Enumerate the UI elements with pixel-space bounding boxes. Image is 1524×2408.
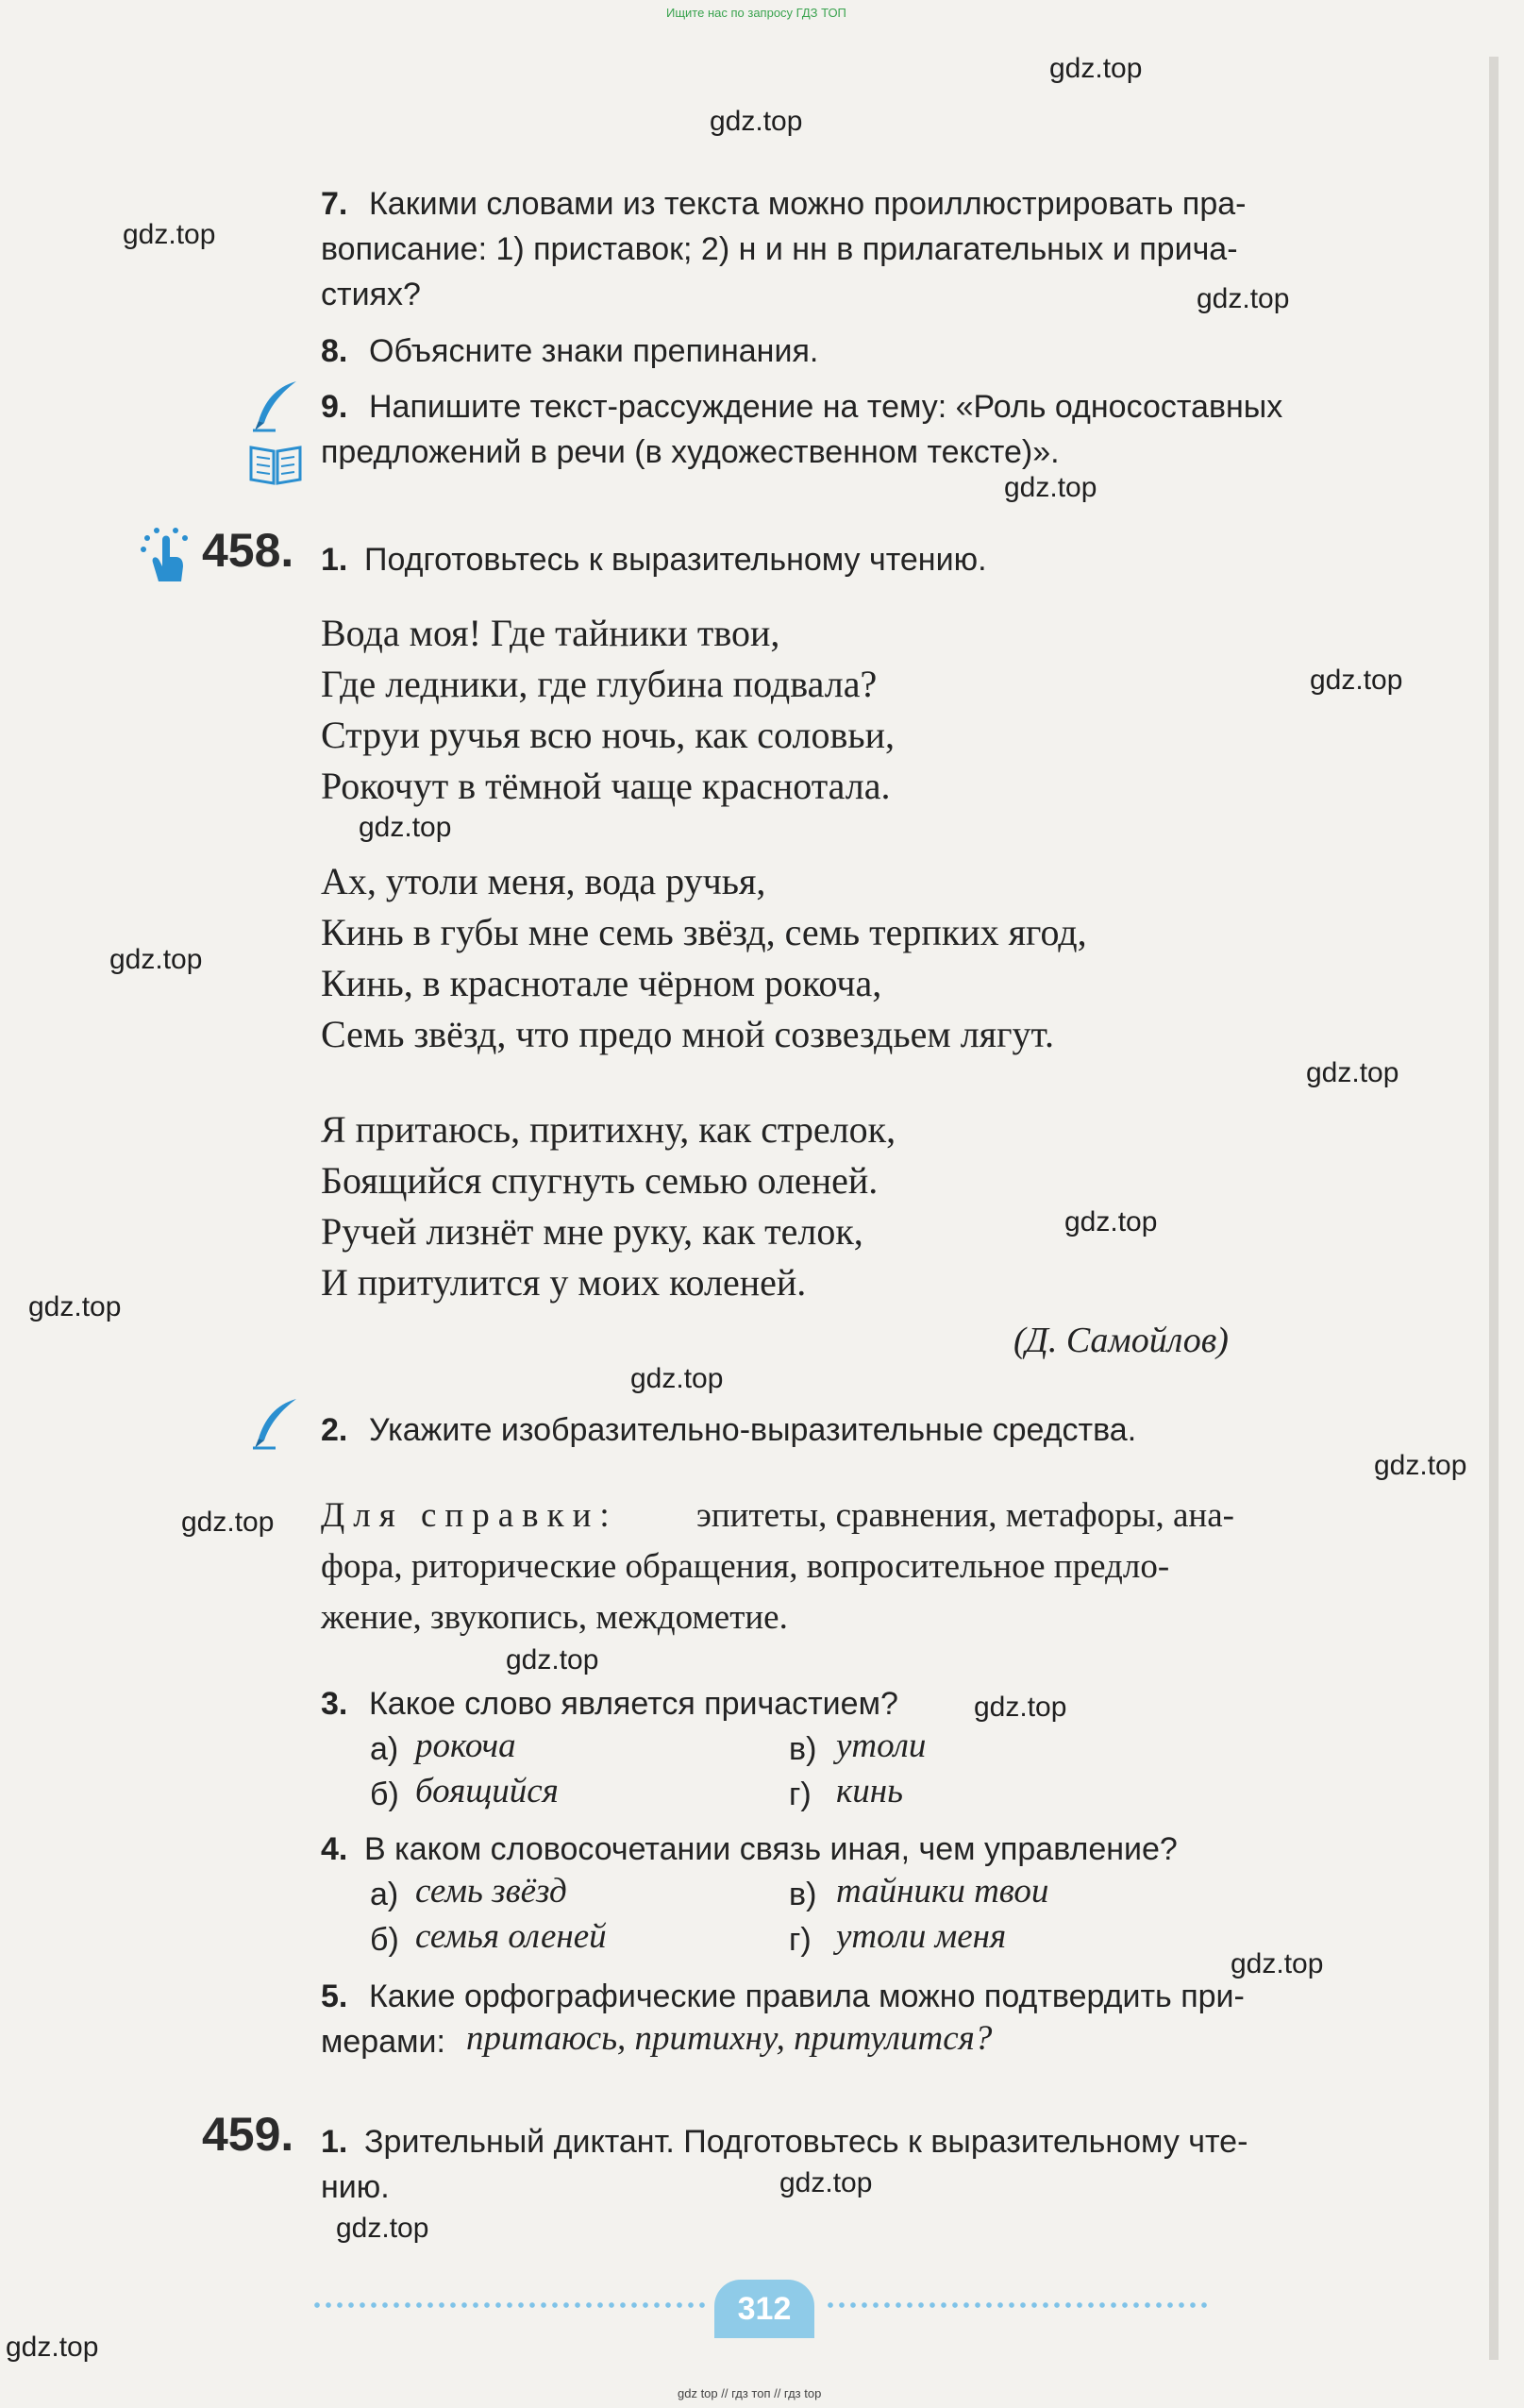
task-7-line-2: вописание: 1) приставок; 2) н и нн в прилагательных и прича- [321,231,1238,267]
task-3-option-g-text: кинь [836,1772,904,1810]
page-edge-shadow [1489,57,1499,2360]
hand-pointer-icon [138,525,193,583]
poem-stanza-2-line-2: Кинь в губы мне семь звёзд, семь терпких ягод, [321,911,1087,953]
ex459-task-1-line-2: нию. [321,2169,390,2205]
watermark: gdz.top [1049,53,1143,84]
exercise-459-number: 459. [202,2108,294,2161]
poem-stanza-2-line-4: Семь звёзд, что предо мной созвездьем лягут. [321,1013,1054,1055]
task-3-option-a-text: рокоча [415,1726,516,1765]
task-4-option-a-text: семь звёзд [415,1872,567,1911]
task-8-number: 8. [321,333,348,369]
ex459-task-1-line-1: Зрительный диктант. Подготовьтесь к выразительному чте- [364,2124,1248,2160]
task-3-option-a-letter: а) [370,1731,399,1767]
watermark: gdz.top [1004,472,1097,503]
footer-dots-right [825,2301,1212,2309]
poem-stanza-3-line-4: И притулится у моих коленей. [321,1261,807,1304]
watermark: gdz.top [710,106,803,137]
ex458-task-5-examples: притаюсь, притихну, притулится? [466,2019,993,2058]
ex458-task-4-text: В каком словосочетании связь иная, чем управление? [364,1831,1178,1867]
ex458-task-3-number: 3. [321,1686,348,1722]
poem-stanza-1-line-1: Вода моя! Где тайники твои, [321,612,780,654]
poem-author: (Д. Самойлов) [1013,1321,1229,1360]
pen-icon [247,1395,304,1452]
task-3-option-b-text: боящийся [415,1772,559,1810]
watermark: gdz.top [974,1692,1067,1723]
ex458-task-3-text: Какое слово является причастием? [369,1686,898,1722]
task-7-line-3: стиях? [321,277,421,312]
watermark: gdz.top [6,2332,99,2363]
poem-stanza-3-line-1: Я притаюсь, притихну, как стрелок, [321,1108,896,1151]
ex458-task-1-number: 1. [321,542,348,578]
task-4-option-g-text: утоли меня [836,1917,1007,1956]
poem-stanza-3-line-3: Ручей лизнёт мне руку, как телок, [321,1210,863,1253]
task-4-option-v-text: тайники твои [836,1872,1049,1911]
watermark: gdz.top [181,1507,275,1538]
ex458-task-5-line-1: Какие орфографические правила можно подтвердить при- [369,1979,1245,2014]
task-4-option-g-letter: г) [789,1922,812,1958]
task-3-option-b-letter: б) [370,1777,399,1812]
reference-line-2: фора, риторические обращения, вопросительное предло- [321,1547,1170,1586]
footer-dots-left [311,2301,708,2309]
watermark: gdz.top [359,812,452,843]
poem-stanza-3-line-2: Боящийся спугнуть семью оленей. [321,1159,879,1202]
task-3-option-g-letter: г) [789,1777,812,1812]
watermark: gdz.top [1310,665,1403,696]
watermark: gdz.top [1374,1450,1467,1481]
task-3-option-v-letter: в) [789,1731,817,1767]
task-9-line-1: Напишите текст-рассуждение на тему: «Роль односоставных [369,389,1283,425]
page-number: 312 [714,2280,814,2338]
task-4-option-v-letter: в) [789,1877,817,1912]
ex458-task-2-text: Укажите изобразительно-выразительные средства. [369,1412,1137,1448]
ex458-task-5-number: 5. [321,1979,348,2014]
ex458-task-5-line-2: мерами: [321,2024,445,2060]
task-4-option-b-letter: б) [370,1922,399,1958]
watermark: gdz.top [336,2213,429,2244]
task-7-line-1: Какими словами из текста можно проиллюстрировать пра- [369,186,1247,222]
exercise-458-number: 458. [202,524,294,577]
ex459-task-1-number: 1. [321,2124,348,2160]
task-9-line-2: предложений в речи (в художественном тексте)». [321,434,1060,470]
watermark: gdz.top [779,2167,873,2198]
ex458-task-4-number: 4. [321,1831,348,1867]
book-icon [247,442,304,487]
reference-line-1: эпитеты, сравнения, метафоры, ана- [696,1496,1234,1535]
poem-stanza-2-line-1: Ах, утоли меня, вода ручья, [321,860,766,902]
poem-stanza-1-line-3: Струи ручья всю ночь, как соловьи, [321,714,895,756]
watermark: gdz.top [1306,1057,1399,1088]
ex458-task-1-text: Подготовьтесь к выразительному чтению. [364,542,987,578]
poem-stanza-1-line-4: Рокочут в тёмной чаще краснотала. [321,765,891,807]
watermark: gdz.top [123,219,216,250]
watermark: gdz.top [109,944,203,975]
footer-note: gdz top // гдз топ // гдз top [678,2386,822,2400]
task-8-text: Объясните знаки препинания. [369,333,819,369]
watermark: gdz.top [630,1363,724,1394]
watermark: gdz.top [1064,1206,1158,1238]
task-3-option-v-text: утоли [836,1726,927,1765]
task-4-option-a-letter: а) [370,1877,399,1912]
watermark: gdz.top [1231,1948,1324,1979]
watermark: gdz.top [1197,283,1290,314]
poem-stanza-1-line-2: Где ледники, где глубина подвала? [321,663,878,705]
header-note: Ищите нас по запросу ГДЗ ТОП [666,6,846,20]
task-7-number: 7. [321,186,348,222]
reference-line-3: жение, звукопись, междометие. [321,1598,788,1637]
watermark: gdz.top [28,1291,122,1322]
task-4-option-b-text: семья оленей [415,1917,607,1956]
task-9-number: 9. [321,389,348,425]
ex458-task-2-number: 2. [321,1412,348,1448]
poem-stanza-2-line-3: Кинь, в краснотале чёрном рокоча, [321,962,882,1004]
reference-label: Для справки: [321,1496,618,1535]
watermark: gdz.top [506,1644,599,1675]
pen-icon [247,378,304,434]
